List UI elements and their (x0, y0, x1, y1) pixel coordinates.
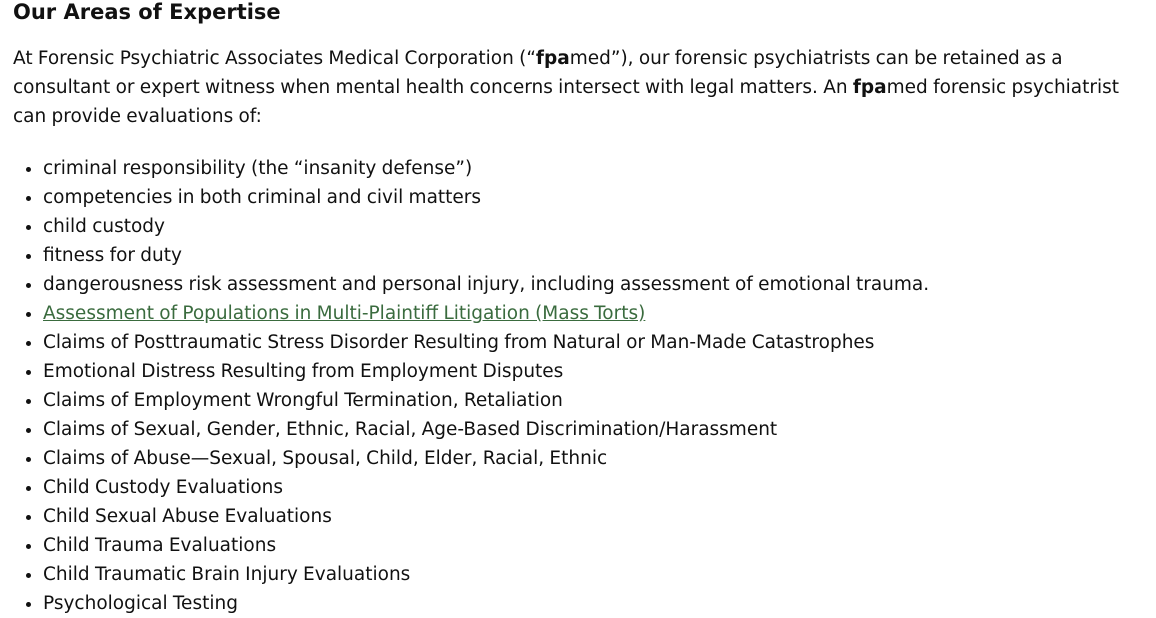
list-item (43, 386, 1148, 415)
list-item-label: Emotional Distress Resulting from Employment Disputes (43, 361, 564, 382)
list-item[interactable] (43, 299, 1148, 328)
brand-name-rest: med (569, 48, 611, 69)
brand-name-bold: fpa (852, 77, 887, 98)
intro-paragraph (13, 44, 1148, 131)
list-item (43, 415, 1148, 444)
list-item (43, 212, 1148, 241)
intro-text-1: At Forensic Psychiatric Associates Medical Corporation (“ (13, 48, 536, 69)
list-item (43, 473, 1148, 502)
list-item (43, 328, 1148, 357)
list-item (43, 154, 1148, 183)
list-item-label: Child Trauma Evaluations (43, 535, 277, 556)
mass-torts-link[interactable]: Assessment of Populations in Multi-Plaintiff Litigation (Mass Torts) (43, 303, 646, 324)
list-item (43, 589, 1148, 618)
list-item-label: Child Sexual Abuse Evaluations (43, 506, 332, 527)
intro-text-2: ”), our forensic psychiatrists can be retained as a consultant or expert witness when mental health concerns intersect with legal matters. An (13, 48, 1063, 98)
brand-name-bold: fpa (535, 48, 570, 69)
list-item-label: Child Custody Evaluations (43, 477, 284, 498)
list-item-label: child custody (43, 216, 165, 237)
list-item-label: Psychological Testing (43, 593, 238, 614)
list-item-label: fitness for duty (43, 245, 182, 266)
list-item (43, 241, 1148, 270)
list-item-label: Claims of Employment Wrongful Termination, Retaliation (43, 390, 563, 411)
list-item-label: criminal responsibility (the “insanity defense”) (43, 158, 473, 179)
list-item-label: Child Traumatic Brain Injury Evaluations (43, 564, 411, 585)
brand-name-rest: med (886, 77, 928, 98)
main-content (13, 0, 1148, 618)
list-item (43, 183, 1148, 212)
list-item-label: Claims of Abuse—Sexual, Spousal, Child, Elder, Racial, Ethnic (43, 448, 608, 469)
list-item (43, 502, 1148, 531)
list-item-label: dangerousness risk assessment and personal injury, including assessment of emotional trauma. (43, 274, 930, 295)
list-item-label: competencies in both criminal and civil matters (43, 187, 482, 208)
expertise-list (13, 154, 1148, 618)
intro-text-3: forensic psychiatrist can provide evaluations of: (13, 77, 1120, 127)
list-item (43, 444, 1148, 473)
list-item (43, 270, 1148, 299)
list-item (43, 560, 1148, 589)
list-item (43, 357, 1148, 386)
list-item (43, 531, 1148, 560)
list-item-label: Claims of Sexual, Gender, Ethnic, Racial, Age-Based Discrimination/Harassment (43, 419, 778, 440)
section-heading: Our Areas of Expertise (13, 0, 281, 24)
list-item-label: Claims of Posttraumatic Stress Disorder Resulting from Natural or Man-Made Catastrophes (43, 332, 875, 353)
